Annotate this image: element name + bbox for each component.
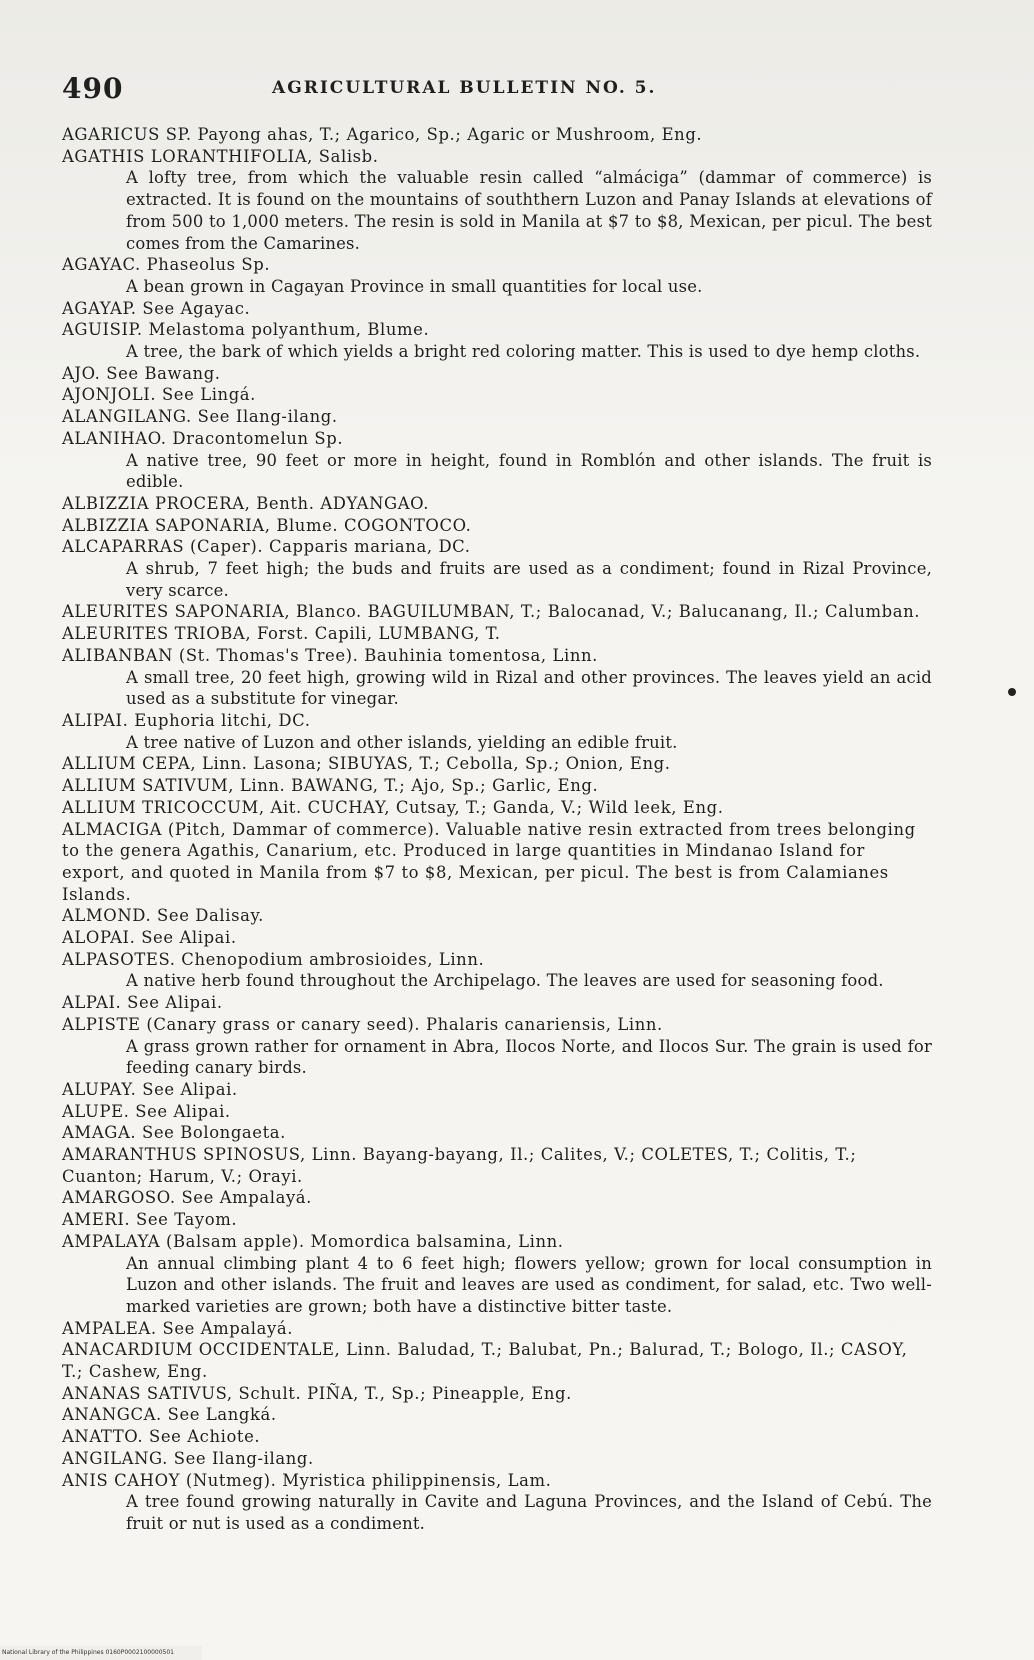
entry-headword-line: ALPISTE (Canary grass or canary seed). Phalaris canariensis, Linn. (62, 1014, 663, 1034)
entry-headword-line: ALEURITES TRIOBA, Forst. Capili, LUMBANG, T. (62, 624, 501, 644)
page-number: 490 (62, 72, 124, 105)
entry-headword-line: AGAYAP. See Agayac. (62, 298, 251, 318)
entry-headword-line: ANIS CAHOY (Nutmeg). Myristica philippinensis, Lam. (62, 1470, 552, 1490)
entry-headword-line: ALPASOTES. Chenopodium ambrosioides, Linn. (62, 949, 485, 969)
entry-headword-line: ALANIHAO. Dracontomelun Sp. (62, 428, 344, 448)
entry-headword-line: ALLIUM TRICOCCUM, Ait. CUCHAY, Cutsay, T.; Ganda, V.; Wild leek, Eng. (62, 797, 724, 817)
entry-headword-line: AJONJOLI. See Lingá. (62, 385, 256, 405)
entry-description: A grass grown rather for ornament in Abra, Ilocos Norte, and Ilocos Sur. The grain is used for feeding canary birds. (126, 1036, 932, 1078)
entry-description: A tree native of Luzon and other islands, yielding an edible fruit. (126, 732, 678, 752)
entry-headword-line: ANANAS SATIVUS, Schult. PIÑA, T., Sp.; Pineapple, Eng. (62, 1383, 572, 1403)
entry-headword-line: AGATHIS LORANTHIFOLIA, Salisb. (62, 146, 379, 166)
entry-headword-line: ALPAI. See Alipai. (62, 993, 223, 1013)
entry-headword-line: AMPALAYA (Balsam apple). Momordica balsamina, Linn. (62, 1231, 564, 1251)
entry-headword-line: AMAGA. See Bolongaeta. (62, 1123, 286, 1143)
entry-description: A native tree, 90 feet or more in height, found in Romblón and other islands. The fruit is edible. (126, 450, 932, 492)
entry-headword-line: AGUISIP. Melastoma polyanthum, Blume. (62, 320, 430, 340)
entry-headword-line: ALUPAY. See Alipai. (62, 1079, 238, 1099)
entry-headword-line: ALOPAI. See Alipai. (62, 928, 237, 948)
entry-headword-line: AGAYAC. Phaseolus Sp. (62, 255, 271, 275)
entry-description: A tree, the bark of which yields a bright red coloring matter. This is used to dye hemp cloths. (126, 342, 921, 362)
entry-headword-line: AMARGOSO. See Ampalayá. (62, 1188, 312, 1208)
entry-description: An annual climbing plant 4 to 6 feet high; flowers yellow; grown for local consumption in Luzon and other islands. The fruit and leaves are used as condiment, for salad, etc. Two well-marked varieties are grown; both have a distinctive bitter taste. (126, 1253, 932, 1316)
entry-description: A tree found growing naturally in Cavite and Laguna Provinces, and the Island of Cebú. The fruit or nut is used as a condiment. (126, 1492, 932, 1533)
entry-headword-line: ALLIUM CEPA, Linn. Lasona; SIBUYAS, T.; Cebolla, Sp.; Onion, Eng. (62, 754, 671, 774)
ink-spot (1008, 688, 1016, 696)
entry-headword-line: AMERI. See Tayom. (62, 1210, 238, 1230)
entry-headword-line: AJO. See Bawang. (62, 363, 221, 383)
entry-headword-line: AGARICUS SP. Payong ahas, T.; Agarico, Sp.; Agaric or Mushroom, Eng. (62, 125, 703, 144)
entry-headword-line: ANACARDIUM OCCIDENTALE, Linn. Baludad, T.; Balubat, Pn.; Balurad, T.; Bologo, Il.; CASOY, T.; Cashew, Eng. (62, 1340, 908, 1382)
entry-headword-line: ALIPAI. Euphoria litchi, DC. (62, 710, 311, 730)
entry-headword-line: ALANGILANG. See Ilang-ilang. (62, 407, 338, 427)
entry-headword-line: ALBIZZIA SAPONARIA, Blume. COGONTOCO. (62, 515, 472, 535)
entry-headword-line: AMPALEA. See Ampalayá. (62, 1318, 294, 1338)
entry-headword-line: ALEURITES SAPONARIA, Blanco. BAGUILUMBAN, T.; Balocanad, V.; Balucanang, Il.; Calumban. (62, 602, 921, 622)
entry-description: A small tree, 20 feet high, growing wild in Rizal and other provinces. The leaves yield an acid used as a substitute for vinegar. (126, 667, 932, 709)
entry-headword-line: AMARANTHUS SPINOSUS, Linn. Bayang-bayang, Il.; Calites, V.; COLETES, T.; Colitis, T.; Cuanton; Harum, V.; Orayi. (62, 1145, 857, 1186)
entry-description: A bean grown in Cagayan Province in small quantities for local use. (126, 276, 703, 296)
entry-headword-line: ALIBANBAN (St. Thomas's Tree). Bauhinia tomentosa, Linn. (62, 645, 598, 665)
page-header (62, 72, 932, 108)
entry-description: A shrub, 7 feet high; the buds and fruits are used as a condiment; found in Rizal Province, very scarce. (126, 559, 932, 600)
entry-headword-line: ALUPE. See Alipai. (62, 1101, 231, 1121)
entry-headword-line: ALBIZZIA PROCERA, Benth. ADYANGAO. (62, 493, 430, 513)
entry-description: A native herb found throughout the Archipelago. The leaves are used for seasoning food. (126, 971, 884, 991)
entry-headword-line: ALMACIGA (Pitch, Dammar of commerce). Valuable native resin extracted from trees belonging to the genera Agathis, Canarium, etc. Produced in large quantities in Mindanao Island for export, and quoted in Manila from $7 to $8, Mexican, per picul. The best is from Calamianes Islands. (62, 819, 916, 904)
entry-headword-line: ANGILANG. See Ilang-ilang. (62, 1448, 314, 1468)
scan-footer: National Library of the Philippines 0160P0002100000501 (0, 1646, 202, 1660)
glossary-entries (62, 124, 932, 1535)
entry-headword-line: ALCAPARRAS (Caper). Capparis mariana, DC. (62, 537, 471, 557)
running-head: AGRICULTURAL BULLETIN NO. 5. (272, 78, 657, 98)
entry-headword-line: ALMOND. See Dalisay. (62, 906, 264, 926)
entry-description: A lofty tree, from which the valuable resin called “almáciga” (dammar of commerce) is extracted. It is found on the mountains of souththern Luzon and Panay Islands at elevations of from 500 to 1,000 meters. The resin is sold in Manila at $7 to $8, Mexican, per picul. The best comes from the Camarines. (126, 168, 932, 253)
entry-headword-line: ALLIUM SATIVUM, Linn. BAWANG, T.; Ajo, Sp.; Garlic, Eng. (62, 776, 599, 796)
entry-headword-line: ANANGCA. See Langká. (62, 1405, 277, 1425)
entry-headword-line: ANATTO. See Achiote. (62, 1427, 261, 1447)
